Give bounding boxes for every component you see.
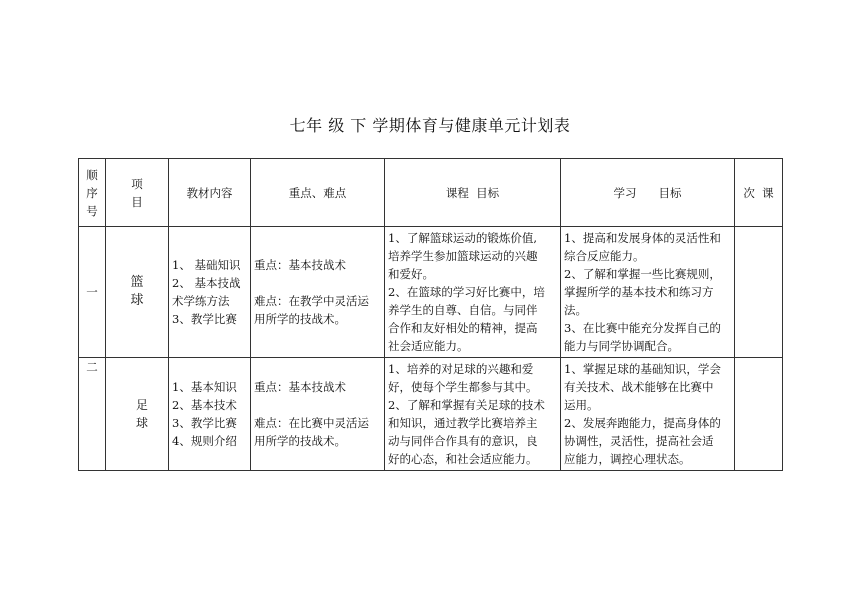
header-content: 教材内容 [169, 159, 251, 227]
page-title: 七年 级 下 学期体育与健康单元计划表 [289, 116, 571, 135]
row-seq: 二 [79, 358, 106, 471]
table-row [79, 227, 783, 358]
row-seq: 一 [79, 227, 106, 358]
header-seq: 顺 序 号 [79, 159, 106, 227]
row-item: 篮 球 [106, 227, 169, 358]
row-key-points: 重点：基本技战术 难点：在教学中灵活运 用所学的技战术。 [251, 227, 385, 358]
row-content: 1、 基础知识 2、 基本技战 术学练方法 3、教学比赛 [169, 227, 251, 358]
header-row [79, 159, 783, 227]
row-times [735, 358, 783, 471]
row-content: 1、基本知识 2、基本技术 3、教学比赛 4、规则介绍 [169, 358, 251, 471]
header-item: 项 目 [106, 159, 169, 227]
row-learn-goal: 1、提高和发展身体的灵活性和 综合反应能力。 2、了解和掌握一些比赛规则， 掌握所学的基本技术和练习方 法。 3、在比赛中能充分发挥自己的 能力与同学协调配合。 [561, 227, 735, 358]
row-learn-goal: 1、掌握足球的基础知识，学会 有关技术、战术能够在比赛中 运用。 2、发展奔跑能力，提高身体的 协调性，灵活性，提高社会适 应能力，调控心理状态。 [561, 358, 735, 471]
header-learn-goal: 学习 目标 [561, 159, 735, 227]
unit-plan-table [78, 158, 783, 471]
header-course-goal: 课程 目标 [385, 159, 561, 227]
table-row [79, 358, 783, 471]
row-item: 足 球 [106, 358, 169, 471]
row-times [735, 227, 783, 358]
row-key-points: 重点：基本技战术 难点：在比赛中灵活运 用所学的技战术。 [251, 358, 385, 471]
row-course-goal: 1、了解篮球运动的锻炼价值, 培养学生参加篮球运动的兴趣 和爱好。 2、在篮球的学习好比赛中，培 养学生的自尊、自信。与同伴 合作和友好相处的精神，提高 社会适应能力。 [385, 227, 561, 358]
header-key-points: 重点、难点 [251, 159, 385, 227]
header-times: 次 课 [735, 159, 783, 227]
row-course-goal: 1、培养的对足球的兴趣和爱 好，使每个学生都参与其中。 2、了解和掌握有关足球的技术 和知识，通过教学比赛培养主 动与同伴合作具有的意识，良 好的心态，和社会适应能力。 [385, 358, 561, 471]
